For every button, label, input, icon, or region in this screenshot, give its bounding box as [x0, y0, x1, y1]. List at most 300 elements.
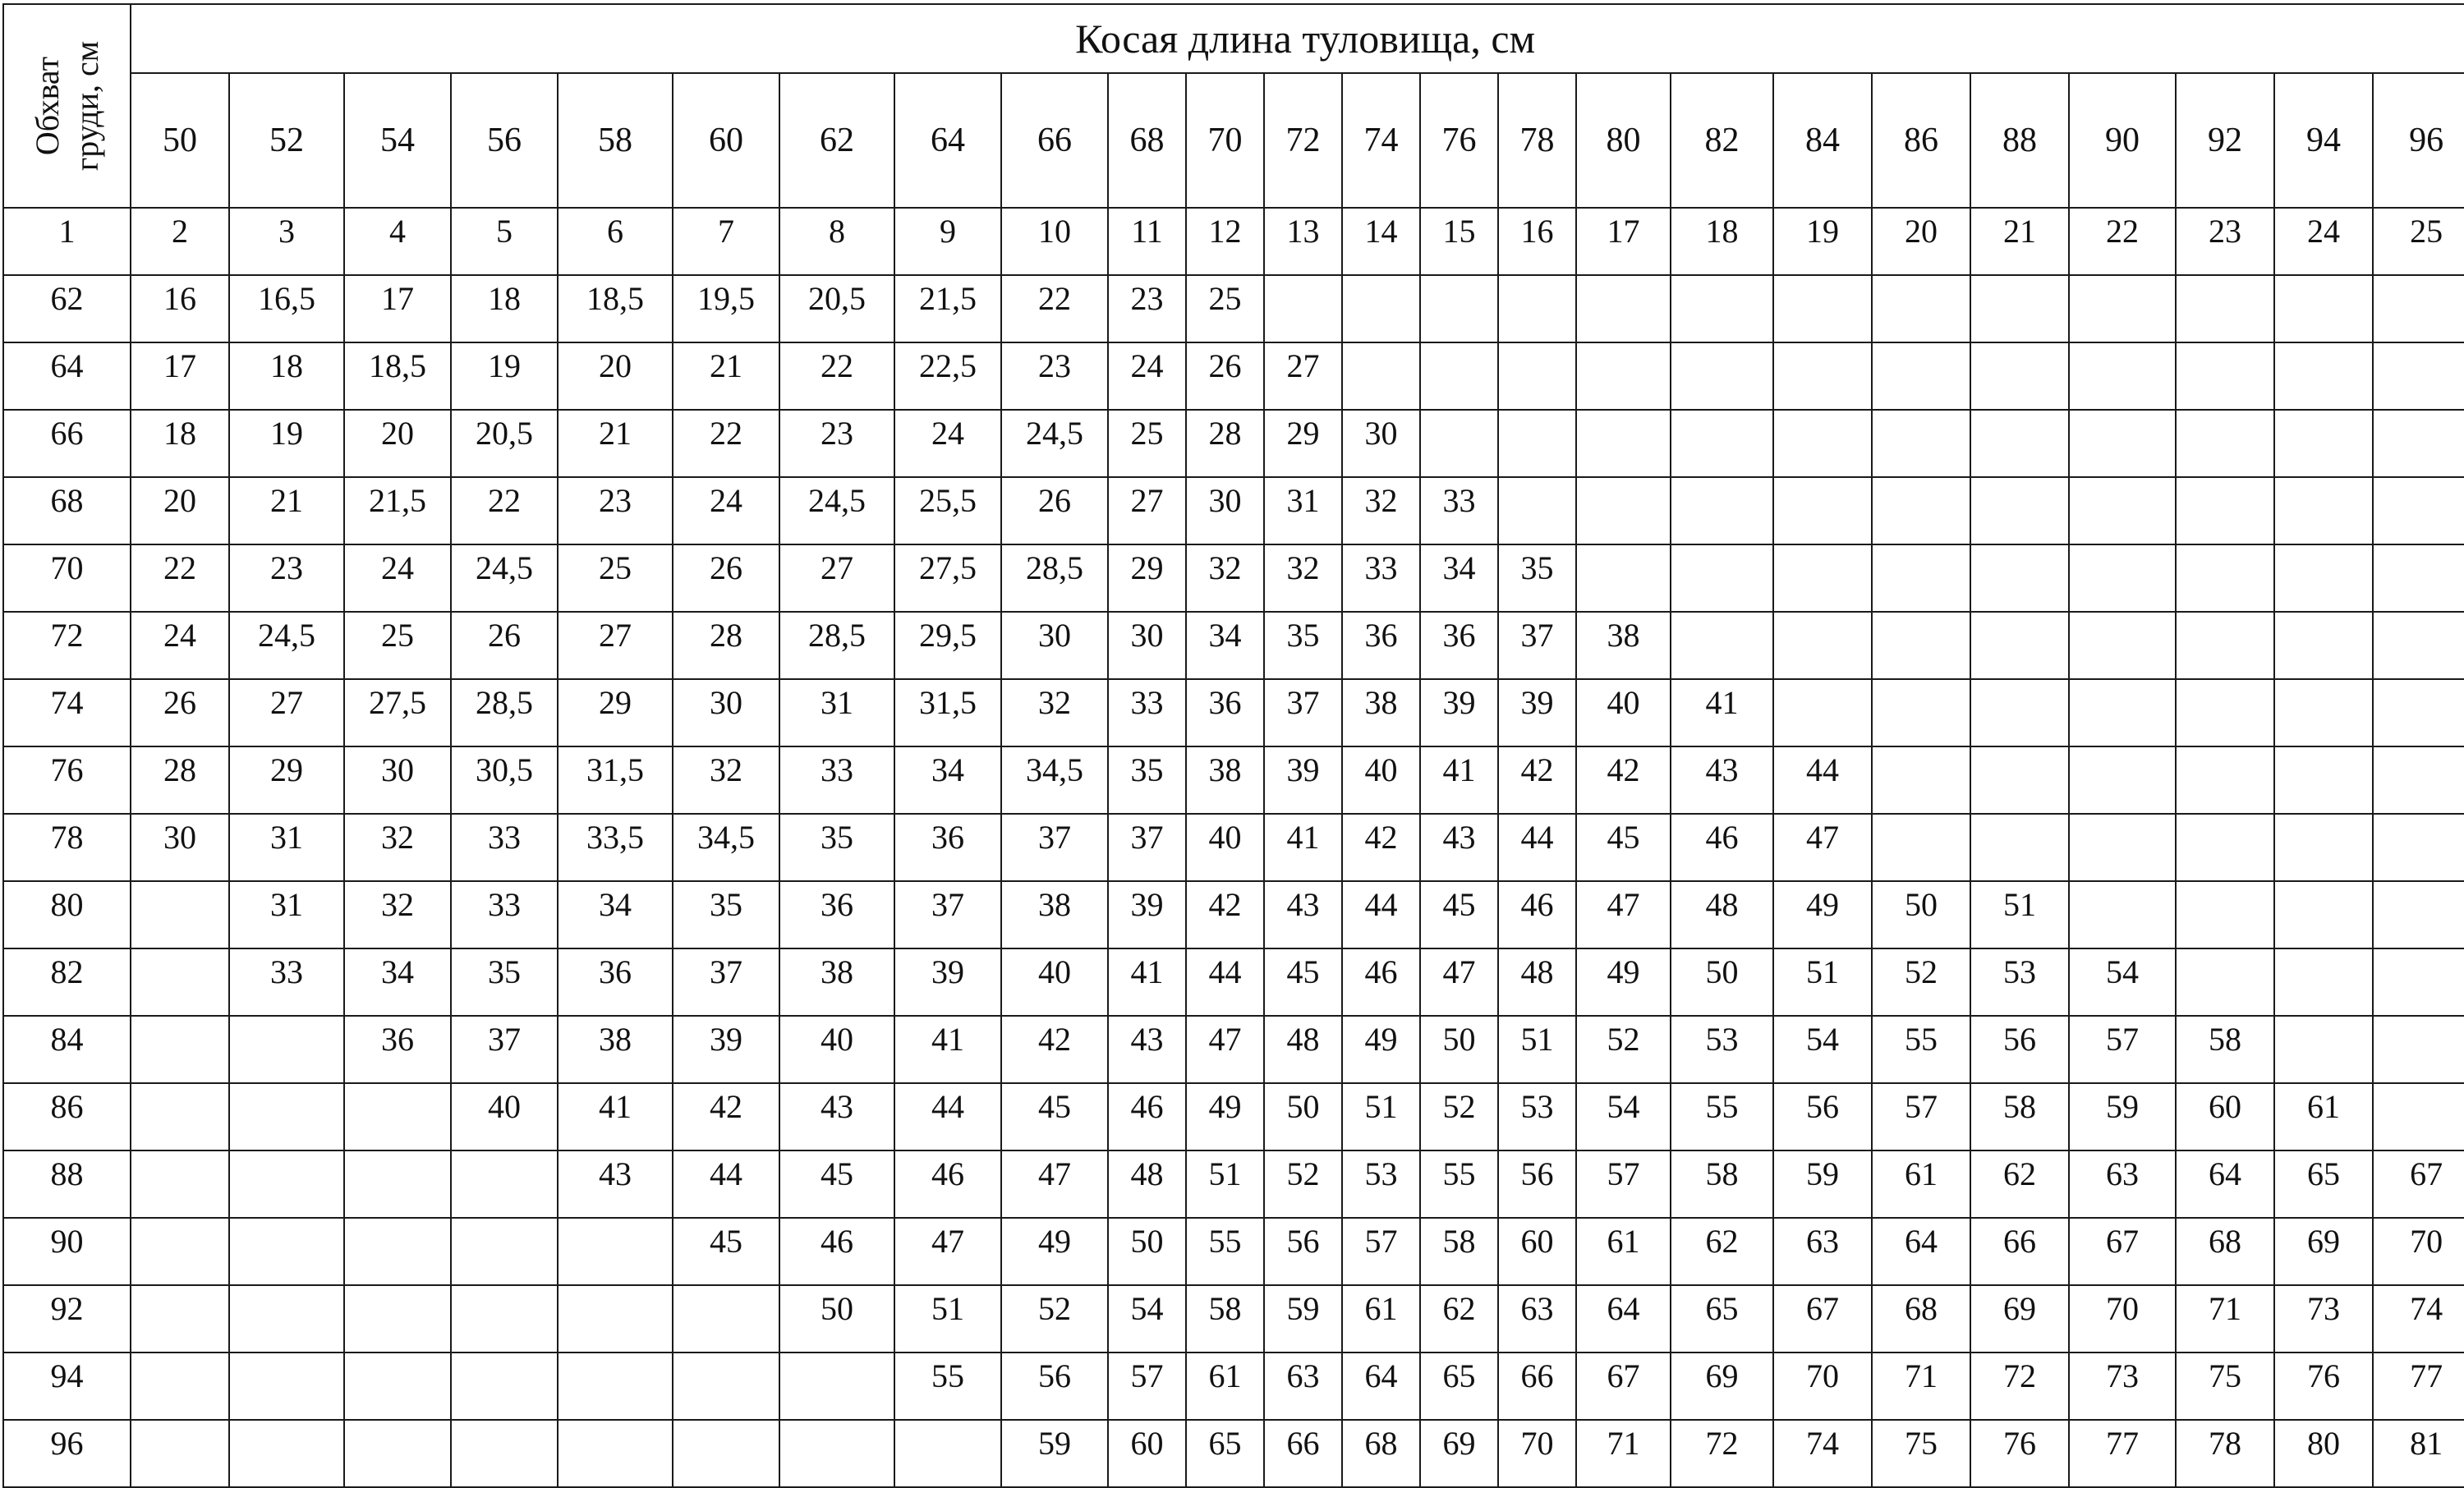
table-cell: 34 [894, 746, 1001, 814]
table-cell: 62 [1420, 1285, 1498, 1353]
table-cell: 64 [1342, 1353, 1420, 1420]
table-cell: 28 [131, 746, 229, 814]
table-cell [2069, 477, 2176, 544]
table-cell: 35 [1264, 612, 1342, 679]
table-cell: 41 [1420, 746, 1498, 814]
table-cell [2069, 746, 2176, 814]
table-cell: 56 [1773, 1083, 1872, 1150]
table-cell [1498, 275, 1576, 342]
table-cell: 67 [1576, 1353, 1671, 1420]
table-cell [1872, 746, 1970, 814]
table-cell: 55 [894, 1353, 1001, 1420]
table-cell: 24 [344, 544, 451, 612]
table-cell: 34 [1420, 544, 1498, 612]
table-cell: 21 [558, 410, 673, 477]
column-number: 23 [2176, 208, 2274, 275]
table-cell: 34 [344, 948, 451, 1016]
table-cell [131, 948, 229, 1016]
table-cell: 50 [779, 1285, 894, 1353]
row-chest-value: 78 [3, 814, 131, 881]
table-cell: 52 [1264, 1150, 1342, 1218]
column-header-row [3, 73, 2464, 208]
table-cell: 43 [1420, 814, 1498, 881]
table-cell: 32 [1342, 477, 1420, 544]
table-body [3, 208, 2464, 1487]
table-cell [673, 1285, 779, 1353]
table-cell: 43 [558, 1150, 673, 1218]
table-cell: 16 [131, 275, 229, 342]
row-chest-value: 74 [3, 679, 131, 746]
column-number: 24 [2274, 208, 2373, 275]
table-cell: 51 [1970, 881, 2069, 948]
table-cell: 21 [673, 342, 779, 410]
row-chest-value: 76 [3, 746, 131, 814]
table-cell [1773, 275, 1872, 342]
column-header: 90 [2069, 73, 2176, 208]
table-cell: 24 [894, 410, 1001, 477]
table-cell [1498, 477, 1576, 544]
column-header: 96 [2373, 73, 2464, 208]
table-cell: 39 [1108, 881, 1186, 948]
table-cell: 26 [131, 679, 229, 746]
table-cell: 57 [2069, 1016, 2176, 1083]
table-cell [1773, 679, 1872, 746]
table-cell: 52 [1576, 1016, 1671, 1083]
table-cell [131, 1218, 229, 1285]
table-cell [2274, 544, 2373, 612]
table-cell: 72 [1671, 1420, 1773, 1487]
table-cell [673, 1420, 779, 1487]
table-cell: 38 [779, 948, 894, 1016]
table-cell [1671, 410, 1773, 477]
table-cell: 47 [1186, 1016, 1264, 1083]
table-cell: 25 [1186, 275, 1264, 342]
table-cell: 17 [344, 275, 451, 342]
table-cell [2069, 410, 2176, 477]
table-cell: 64 [1872, 1218, 1970, 1285]
table-cell [2176, 746, 2274, 814]
table-cell: 36 [344, 1016, 451, 1083]
column-header: 62 [779, 73, 894, 208]
table-cell: 71 [1576, 1420, 1671, 1487]
table-cell: 20 [131, 477, 229, 544]
table-cell: 62 [1671, 1218, 1773, 1285]
table-cell: 50 [1671, 948, 1773, 1016]
table-cell: 40 [451, 1083, 558, 1150]
column-header: 50 [131, 73, 229, 208]
row-header-label: Обхват груди, см [28, 40, 105, 172]
table-row [3, 814, 2464, 881]
table-cell [1970, 275, 2069, 342]
table-cell: 59 [2069, 1083, 2176, 1150]
table-cell [2069, 814, 2176, 881]
table-cell [1671, 342, 1773, 410]
table-cell [344, 1218, 451, 1285]
table-cell: 75 [1872, 1420, 1970, 1487]
table-cell [1576, 544, 1671, 612]
column-number: 20 [1872, 208, 1970, 275]
table-cell: 26 [1186, 342, 1264, 410]
table-cell: 50 [1108, 1218, 1186, 1285]
column-header: 68 [1108, 73, 1186, 208]
table-cell: 36 [894, 814, 1001, 881]
table-cell [229, 1353, 344, 1420]
table-cell: 19 [229, 410, 344, 477]
table-cell: 63 [1498, 1285, 1576, 1353]
table-cell: 23 [558, 477, 673, 544]
table-cell: 47 [1001, 1150, 1108, 1218]
table-cell: 32 [344, 814, 451, 881]
table-cell: 32 [344, 881, 451, 948]
table-cell [2069, 881, 2176, 948]
table-cell [2274, 679, 2373, 746]
table-cell: 62 [1970, 1150, 2069, 1218]
table-cell: 69 [1420, 1420, 1498, 1487]
table-cell: 54 [1576, 1083, 1671, 1150]
table-cell: 40 [1342, 746, 1420, 814]
table-cell [2373, 1083, 2464, 1150]
table-cell: 42 [1001, 1016, 1108, 1083]
row-chest-value: 86 [3, 1083, 131, 1150]
column-header: 92 [2176, 73, 2274, 208]
table-cell: 37 [1498, 612, 1576, 679]
table-cell [558, 1218, 673, 1285]
table-cell: 25 [1108, 410, 1186, 477]
table-cell: 19 [451, 342, 558, 410]
table-row [3, 1353, 2464, 1420]
table-cell [2176, 342, 2274, 410]
table-cell: 41 [1108, 948, 1186, 1016]
table-cell: 71 [1872, 1353, 1970, 1420]
table-cell [131, 1353, 229, 1420]
table-cell [2176, 410, 2274, 477]
column-header: 78 [1498, 73, 1576, 208]
table-cell: 67 [2069, 1218, 2176, 1285]
table-cell: 42 [673, 1083, 779, 1150]
table-cell [2274, 477, 2373, 544]
table-cell: 58 [1420, 1218, 1498, 1285]
table-cell [894, 1420, 1001, 1487]
table-cell: 70 [1498, 1420, 1576, 1487]
table-cell: 35 [451, 948, 558, 1016]
table-cell: 56 [1970, 1016, 2069, 1083]
column-header: 64 [894, 73, 1001, 208]
table-cell [558, 1420, 673, 1487]
table-cell: 27 [1264, 342, 1342, 410]
table-cell: 43 [1264, 881, 1342, 948]
table-cell: 26 [1001, 477, 1108, 544]
table-cell: 47 [1773, 814, 1872, 881]
column-number: 8 [779, 208, 894, 275]
table-cell: 51 [1498, 1016, 1576, 1083]
table-cell [229, 1083, 344, 1150]
table-cell: 43 [779, 1083, 894, 1150]
table-cell [2176, 477, 2274, 544]
column-header: 70 [1186, 73, 1264, 208]
table-cell: 40 [1576, 679, 1671, 746]
table-cell: 81 [2373, 1420, 2464, 1487]
table-cell: 63 [1264, 1353, 1342, 1420]
table-cell: 24 [131, 612, 229, 679]
table-cell: 37 [673, 948, 779, 1016]
table-cell [1872, 612, 1970, 679]
table-cell [1420, 275, 1498, 342]
table-cell: 65 [2274, 1150, 2373, 1218]
table-cell [1872, 544, 1970, 612]
table-cell: 21,5 [894, 275, 1001, 342]
table-row [3, 746, 2464, 814]
row-chest-value: 84 [3, 1016, 131, 1083]
table-cell [1872, 275, 1970, 342]
table-cell: 30 [1342, 410, 1420, 477]
table-cell: 39 [1264, 746, 1342, 814]
table-cell: 44 [1773, 746, 1872, 814]
table-cell: 30 [344, 746, 451, 814]
table-cell: 70 [2373, 1218, 2464, 1285]
column-number: 12 [1186, 208, 1264, 275]
table-cell: 38 [1186, 746, 1264, 814]
column-header: 54 [344, 73, 451, 208]
table-row [3, 1150, 2464, 1218]
row-chest-value: 68 [3, 477, 131, 544]
column-number: 25 [2373, 208, 2464, 275]
table-cell: 29,5 [894, 612, 1001, 679]
table-cell: 57 [1108, 1353, 1186, 1420]
table-cell: 38 [558, 1016, 673, 1083]
table-cell: 33 [229, 948, 344, 1016]
table-cell: 55 [1671, 1083, 1773, 1150]
table-cell: 18,5 [344, 342, 451, 410]
table-cell: 34 [558, 881, 673, 948]
table-cell: 23 [229, 544, 344, 612]
table-cell: 53 [1970, 948, 2069, 1016]
table-cell: 17 [131, 342, 229, 410]
table-cell [1970, 612, 2069, 679]
row-chest-value: 62 [3, 275, 131, 342]
row-header-cell [3, 4, 131, 208]
table-cell: 28 [1186, 410, 1264, 477]
table-cell: 34,5 [1001, 746, 1108, 814]
table-cell: 45 [673, 1218, 779, 1285]
table-cell: 69 [1970, 1285, 2069, 1353]
table-cell: 67 [2373, 1150, 2464, 1218]
table-cell: 49 [1773, 881, 1872, 948]
table-cell: 53 [1342, 1150, 1420, 1218]
table-cell: 18 [131, 410, 229, 477]
table-cell [2373, 544, 2464, 612]
table-cell: 24,5 [229, 612, 344, 679]
table-cell: 41 [1264, 814, 1342, 881]
table-cell: 70 [1773, 1353, 1872, 1420]
table-cell: 57 [1872, 1083, 1970, 1150]
table-cell: 32 [1264, 544, 1342, 612]
table-cell [1773, 544, 1872, 612]
table-cell [1872, 342, 1970, 410]
table-cell [451, 1420, 558, 1487]
table-cell: 27 [779, 544, 894, 612]
table-cell [1773, 342, 1872, 410]
table-cell: 55 [1872, 1016, 1970, 1083]
table-cell [229, 1150, 344, 1218]
table-cell [2176, 544, 2274, 612]
table-cell: 63 [2069, 1150, 2176, 1218]
table-cell: 41 [558, 1083, 673, 1150]
table-cell: 45 [1576, 814, 1671, 881]
table-cell: 23 [1001, 342, 1108, 410]
column-number: 11 [1108, 208, 1186, 275]
table-cell: 59 [1001, 1420, 1108, 1487]
table-cell: 33 [1420, 477, 1498, 544]
table-cell: 33 [1108, 679, 1186, 746]
column-number: 19 [1773, 208, 1872, 275]
column-number: 2 [131, 208, 229, 275]
table-cell [2274, 881, 2373, 948]
table-cell: 38 [1001, 881, 1108, 948]
table-cell: 46 [1498, 881, 1576, 948]
table-cell: 26 [673, 544, 779, 612]
column-number: 3 [229, 208, 344, 275]
table-row [3, 342, 2464, 410]
table-cell: 24,5 [779, 477, 894, 544]
table-cell [1970, 544, 2069, 612]
row-chest-value: 92 [3, 1285, 131, 1353]
table-cell: 75 [2176, 1353, 2274, 1420]
table-cell [2176, 275, 2274, 342]
table-cell: 50 [1872, 881, 1970, 948]
table-cell [2069, 612, 2176, 679]
table-cell [1773, 612, 1872, 679]
table-cell [131, 1083, 229, 1150]
column-header: 86 [1872, 73, 1970, 208]
table-cell: 76 [1970, 1420, 2069, 1487]
table-cell: 67 [1773, 1285, 1872, 1353]
column-header: 76 [1420, 73, 1498, 208]
column-header: 82 [1671, 73, 1773, 208]
table-cell: 30 [673, 679, 779, 746]
table-cell: 41 [1671, 679, 1773, 746]
table-cell: 70 [2069, 1285, 2176, 1353]
table-cell: 48 [1671, 881, 1773, 948]
table-cell [2373, 881, 2464, 948]
table-cell: 32 [673, 746, 779, 814]
table-cell: 54 [1108, 1285, 1186, 1353]
table-cell: 21 [229, 477, 344, 544]
table-cell [558, 1285, 673, 1353]
table-cell [1773, 477, 1872, 544]
table-cell: 24 [1108, 342, 1186, 410]
table-cell [1498, 410, 1576, 477]
table-cell [1970, 679, 2069, 746]
table-cell: 49 [1001, 1218, 1108, 1285]
table-cell: 37 [1108, 814, 1186, 881]
table-cell [2274, 342, 2373, 410]
table-cell: 51 [1773, 948, 1872, 1016]
table-cell [2373, 612, 2464, 679]
table-cell: 40 [1186, 814, 1264, 881]
table-cell: 42 [1186, 881, 1264, 948]
table-cell: 74 [1773, 1420, 1872, 1487]
table-cell [344, 1083, 451, 1150]
table-cell: 53 [1498, 1083, 1576, 1150]
table-cell [2274, 275, 2373, 342]
table-cell: 31 [1264, 477, 1342, 544]
column-number: 1 [3, 208, 131, 275]
table-cell [2373, 746, 2464, 814]
table-cell [229, 1016, 344, 1083]
table-cell: 49 [1186, 1083, 1264, 1150]
measurement-table [2, 3, 2464, 1488]
table-cell: 34 [1186, 612, 1264, 679]
table-cell: 47 [1420, 948, 1498, 1016]
table-cell [1576, 342, 1671, 410]
table-cell [1671, 612, 1773, 679]
table-cell: 27,5 [894, 544, 1001, 612]
table-cell [1671, 477, 1773, 544]
table-cell [2373, 410, 2464, 477]
table-cell: 29 [229, 746, 344, 814]
table-cell: 23 [1108, 275, 1186, 342]
table-cell [1576, 477, 1671, 544]
table-cell: 68 [1342, 1420, 1420, 1487]
table-cell: 56 [1264, 1218, 1342, 1285]
column-number: 14 [1342, 208, 1420, 275]
column-number: 17 [1576, 208, 1671, 275]
table-cell: 69 [2274, 1218, 2373, 1285]
column-header: 56 [451, 73, 558, 208]
column-number: 6 [558, 208, 673, 275]
table-cell: 78 [2176, 1420, 2274, 1487]
table-cell: 44 [1342, 881, 1420, 948]
table-cell: 24,5 [1001, 410, 1108, 477]
table-cell: 44 [1498, 814, 1576, 881]
table-cell: 68 [1872, 1285, 1970, 1353]
table-cell: 30 [1108, 612, 1186, 679]
table-cell [2274, 1016, 2373, 1083]
table-cell: 39 [673, 1016, 779, 1083]
table-cell [2069, 679, 2176, 746]
table-cell: 18 [451, 275, 558, 342]
column-group-header: Косая длина туловища, см [131, 4, 2464, 73]
table-cell: 36 [558, 948, 673, 1016]
table-cell: 31 [779, 679, 894, 746]
table-cell: 29 [1264, 410, 1342, 477]
table-cell: 60 [2176, 1083, 2274, 1150]
table-cell [2373, 477, 2464, 544]
table-cell: 28,5 [451, 679, 558, 746]
row-chest-value: 66 [3, 410, 131, 477]
table-cell: 36 [1186, 679, 1264, 746]
table-cell: 26 [451, 612, 558, 679]
table-cell [2069, 544, 2176, 612]
row-chest-value: 82 [3, 948, 131, 1016]
table-row [3, 612, 2464, 679]
table-cell: 77 [2069, 1420, 2176, 1487]
table-cell [779, 1353, 894, 1420]
table-cell: 37 [1264, 679, 1342, 746]
column-header: 80 [1576, 73, 1671, 208]
table-cell [558, 1353, 673, 1420]
table-cell: 61 [1872, 1150, 1970, 1218]
table-cell: 56 [1001, 1353, 1108, 1420]
table-cell: 48 [1264, 1016, 1342, 1083]
table-cell: 60 [1498, 1218, 1576, 1285]
table-row [3, 679, 2464, 746]
column-header: 60 [673, 73, 779, 208]
table-cell: 20,5 [451, 410, 558, 477]
table-cell: 51 [1186, 1150, 1264, 1218]
table-cell [2176, 948, 2274, 1016]
table-cell: 39 [1420, 679, 1498, 746]
